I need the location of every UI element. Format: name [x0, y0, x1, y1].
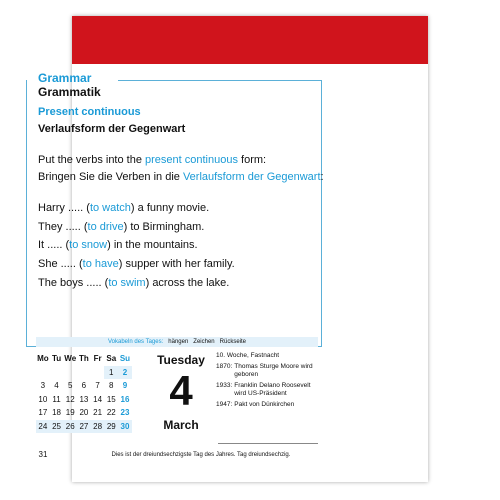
calendar-header-mo: Mo — [37, 354, 49, 363]
exercise-text: ) in the mountains. — [107, 239, 198, 251]
instruction-en-term: present continuous — [145, 154, 238, 166]
calendar-day: 3 — [40, 381, 46, 390]
events-divider — [218, 443, 318, 444]
event-item — [216, 352, 320, 360]
exercise-text: The boys ..... ( — [38, 277, 109, 289]
event-year: 1933: — [216, 382, 233, 389]
red-header-band — [72, 16, 428, 64]
topic-title-en: Present continuous — [38, 106, 141, 118]
calendar-day: 15 — [106, 394, 116, 404]
instruction-de — [38, 171, 324, 183]
calendar-day: 28 — [91, 420, 105, 434]
event-item — [216, 401, 320, 409]
calendar-day: 4 — [54, 381, 59, 390]
day-number: 4 — [169, 367, 193, 414]
calendar-day: 17 — [38, 408, 48, 417]
grammar-label-en: Grammar — [38, 71, 92, 85]
calendar-day: 27 — [77, 420, 91, 434]
calendar-day: 10 — [38, 394, 48, 404]
calendar-day: 12 — [65, 394, 75, 404]
exercise-verb: to have — [82, 258, 119, 270]
exercise-verb: to drive — [87, 221, 124, 233]
calendar-header-su: Su — [119, 354, 131, 363]
event-item — [216, 382, 320, 398]
calendar-day-sunday: 2 — [118, 366, 132, 380]
calendar-day: 6 — [81, 381, 87, 390]
instruction-de-prefix: Bringen Sie die Verben in die — [38, 171, 183, 183]
exercise-verb: to snow — [69, 239, 108, 251]
calendar-header-fr: Fr — [93, 354, 102, 363]
calendar-day: 8 — [109, 381, 114, 390]
event-year: 1947: — [216, 401, 233, 408]
events-list — [216, 352, 320, 412]
vocab-word: hängen — [168, 339, 189, 345]
calendar-day — [63, 366, 77, 380]
instruction-de-suffix: : — [320, 171, 324, 183]
exercise-text: Harry ..... ( — [38, 202, 90, 214]
calendar-day-sunday: 16 — [120, 394, 130, 404]
exercise-2 — [38, 221, 204, 233]
exercise-text: ) supper with her family. — [118, 258, 235, 270]
exercise-text: ) to Birmingham. — [123, 221, 205, 233]
vocab-of-the-day — [36, 337, 318, 347]
vocab-word: Rückseite — [219, 339, 246, 345]
calendar-day: 25 — [50, 420, 64, 434]
event-text: 10. Woche, Fastnacht — [216, 352, 280, 359]
vocab-word: Zeichen — [193, 339, 215, 345]
calendar-day: 5 — [67, 381, 73, 390]
event-text: Thomas Sturge Moore wird geboren — [234, 363, 313, 378]
calendar-day: 1 — [104, 366, 118, 380]
calendar-header-sa: Sa — [106, 354, 117, 363]
weekday-name: Tuesday — [157, 353, 205, 367]
exercise-3 — [38, 239, 198, 251]
instruction-en-suffix: form: — [237, 154, 267, 166]
calendar-day — [50, 366, 64, 380]
exercise-text: She ..... ( — [38, 258, 83, 270]
instruction-en-prefix: Put the verbs into the — [38, 154, 146, 166]
calendar-day: 21 — [93, 408, 103, 417]
calendar-day-sunday: 30 — [118, 420, 132, 434]
instruction-de-term: Verlaufsform der Gegenwart — [182, 171, 321, 183]
exercise-text: ) across the lake. — [145, 277, 230, 289]
calendar-day: 20 — [79, 408, 89, 417]
calendar-day: 29 — [104, 420, 118, 434]
exercise-1 — [38, 202, 209, 214]
exercise-4 — [38, 258, 235, 270]
footer-note: Dies ist der dreiundsechzigste Tag des Jahres. Tag dreiundsechzig. — [111, 452, 291, 458]
exercise-verb: to swim — [108, 277, 146, 289]
calendar-header-we: We — [64, 354, 77, 363]
calendar-day-sunday: 9 — [122, 381, 128, 390]
exercise-5 — [38, 277, 229, 289]
calendar-day — [77, 366, 91, 380]
calendar-day — [91, 366, 105, 380]
topic-title-de: Verlaufsform der Gegenwart — [38, 123, 186, 135]
calendar-day: 13 — [79, 394, 89, 404]
calendar-day: 14 — [93, 394, 103, 404]
grammar-box-top-border — [118, 80, 321, 81]
month-name: March — [163, 418, 199, 432]
instruction-en — [38, 154, 266, 166]
calendar-day: 11 — [52, 394, 61, 404]
calendar-day: 24 — [36, 420, 50, 434]
event-year: 1870: — [216, 363, 233, 370]
calendar-day: 26 — [63, 420, 77, 434]
event-item — [216, 363, 320, 379]
calendar-day — [36, 366, 50, 380]
calendar-day: 31 — [38, 450, 48, 459]
calendar-header-tu: Tu — [51, 354, 62, 363]
event-text: Franklin Delano Roosevelt wird US-Präsident — [234, 382, 311, 397]
vocab-label: Vokabeln des Tages: — [108, 339, 164, 345]
calendar-day: 22 — [106, 408, 116, 417]
grammar-label-de: Grammatik — [38, 85, 101, 99]
event-text: Pakt von Dünkirchen — [234, 401, 295, 408]
exercise-verb: to watch — [89, 202, 131, 214]
calendar-day: 19 — [65, 408, 75, 417]
exercise-text: ) a funny movie. — [130, 202, 210, 214]
month-calendar — [36, 352, 132, 433]
exercise-text: They ..... ( — [38, 221, 88, 233]
calendar-day-sunday: 23 — [120, 408, 130, 417]
exercise-text: It ..... ( — [38, 239, 70, 251]
calendar-header-th: Th — [79, 354, 89, 363]
calendar-day: 18 — [52, 408, 61, 417]
calendar-day: 7 — [95, 381, 100, 390]
